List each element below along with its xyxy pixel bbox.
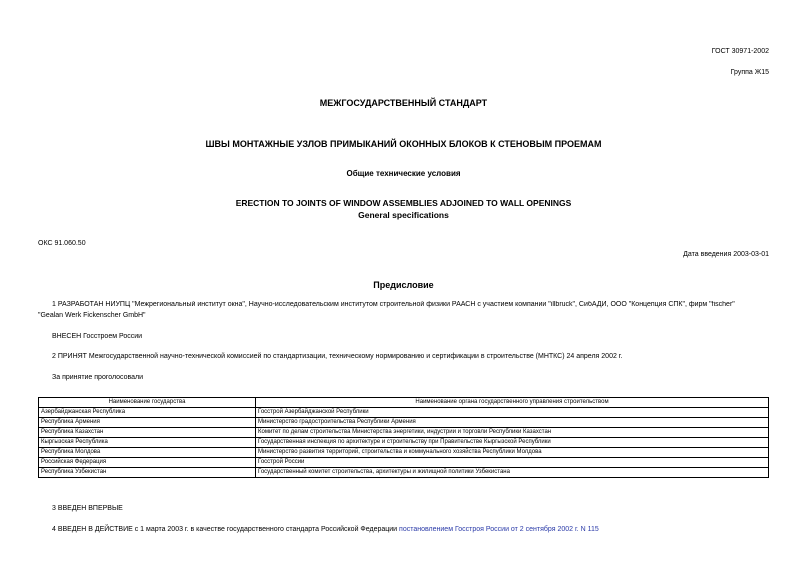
table-row: [39, 418, 769, 428]
authority-cell: Государственная инспекция по архитектуре и строительству при Правительстве Кыргызской Республики: [256, 438, 769, 448]
state-cell: Республика Молдова: [39, 448, 256, 458]
oks-code: ОКС 91.060.50: [38, 240, 86, 247]
authority-cell: Госстрой России: [256, 458, 769, 468]
authority-cell: Государственный комитет строительства, архитектуры и жилищной политики Узбекистана: [256, 468, 769, 478]
authority-cell: Министерство развития территорий, строительства и коммунального хозяйства Республики Молдова: [256, 448, 769, 458]
authority-cell: Госстрой Азербайджанской Республики: [256, 408, 769, 418]
table-row: [39, 428, 769, 438]
table-row: [39, 458, 769, 468]
preface-item-4: [52, 526, 599, 533]
state-cell: Азербайджанская Республика: [39, 408, 256, 418]
state-cell: Республика Армения: [39, 418, 256, 428]
preface-item-4-text: 4 ВВЕДЕН В ДЕЙСТВИЕ с 1 марта 2003 г. в качестве государственного стандарта Российской Федерации: [52, 526, 400, 533]
column-header-authority: Наименование органа государственного управления строительством: [256, 398, 769, 408]
document-subtitle: Общие технические условия: [346, 169, 461, 178]
preface-item-3: 3 ВВЕДЕН ВПЕРВЫЕ: [52, 505, 123, 512]
gosstroy-decree-link[interactable]: постановлением Госстроя России от 2 сентября 2002 г. N 115: [399, 526, 599, 533]
intro-date: Дата введения 2003-03-01: [683, 251, 769, 258]
preface-item-1: 1 РАЗРАБОТАН НИУПЦ "Межрегиональный институт окна", Научно-исследовательским институтом строительной физики РААСН с участием компании "illbruck", СибАДИ, ООО "Концепция СПК", фирм "fischer": [52, 301, 735, 308]
group-code: Группа Ж15: [730, 69, 769, 76]
voting-states-table: [38, 397, 769, 478]
preface-introduced-by: ВНЕСЕН Госстроем России: [52, 333, 143, 340]
preface-heading: Предисловие: [373, 280, 434, 290]
doc-number: ГОСТ 30971-2002: [711, 48, 769, 55]
table-row: [39, 448, 769, 458]
authority-cell: Комитет по делам строительства Министерства энергетики, индустрии и торговли Республики Казахстан: [256, 428, 769, 438]
table-header-row: [39, 398, 769, 408]
state-cell: Республика Узбекистан: [39, 468, 256, 478]
document-title: ШВЫ МОНТАЖНЫЕ УЗЛОВ ПРИМЫКАНИЙ ОКОННЫХ БЛОКОВ К СТЕНОВЫМ ПРОЕМАМ: [205, 139, 602, 149]
english-subtitle: General specifications: [358, 210, 449, 220]
state-cell: Российская Федерация: [39, 458, 256, 468]
column-header-state: Наименование государства: [39, 398, 256, 408]
preface-item-2: 2 ПРИНЯТ Межгосударственной научно-технической комиссией по стандартизации, техническому нормированию и сертификации в строительстве (МНТКС) 24 апреля 2002 г.: [52, 353, 623, 360]
english-title: ERECTION TO JOINTS OF WINDOW ASSEMBLIES ADJOINED TO WALL OPENINGS: [235, 198, 572, 208]
preface-item-1-continued: "Gealan Werk Fickenscher GmbH": [38, 312, 146, 319]
state-cell: Кыргызская Республика: [39, 438, 256, 448]
table-row: [39, 468, 769, 478]
interstate-heading: МЕЖГОСУДАРСТВЕННЫЙ СТАНДАРТ: [319, 98, 488, 108]
authority-cell: Министерство градостроительства Республики Армения: [256, 418, 769, 428]
table-row: [39, 408, 769, 418]
table-row: [39, 438, 769, 448]
state-cell: Республика Казахстан: [39, 428, 256, 438]
preface-voted: За принятие проголосовали: [52, 374, 144, 381]
